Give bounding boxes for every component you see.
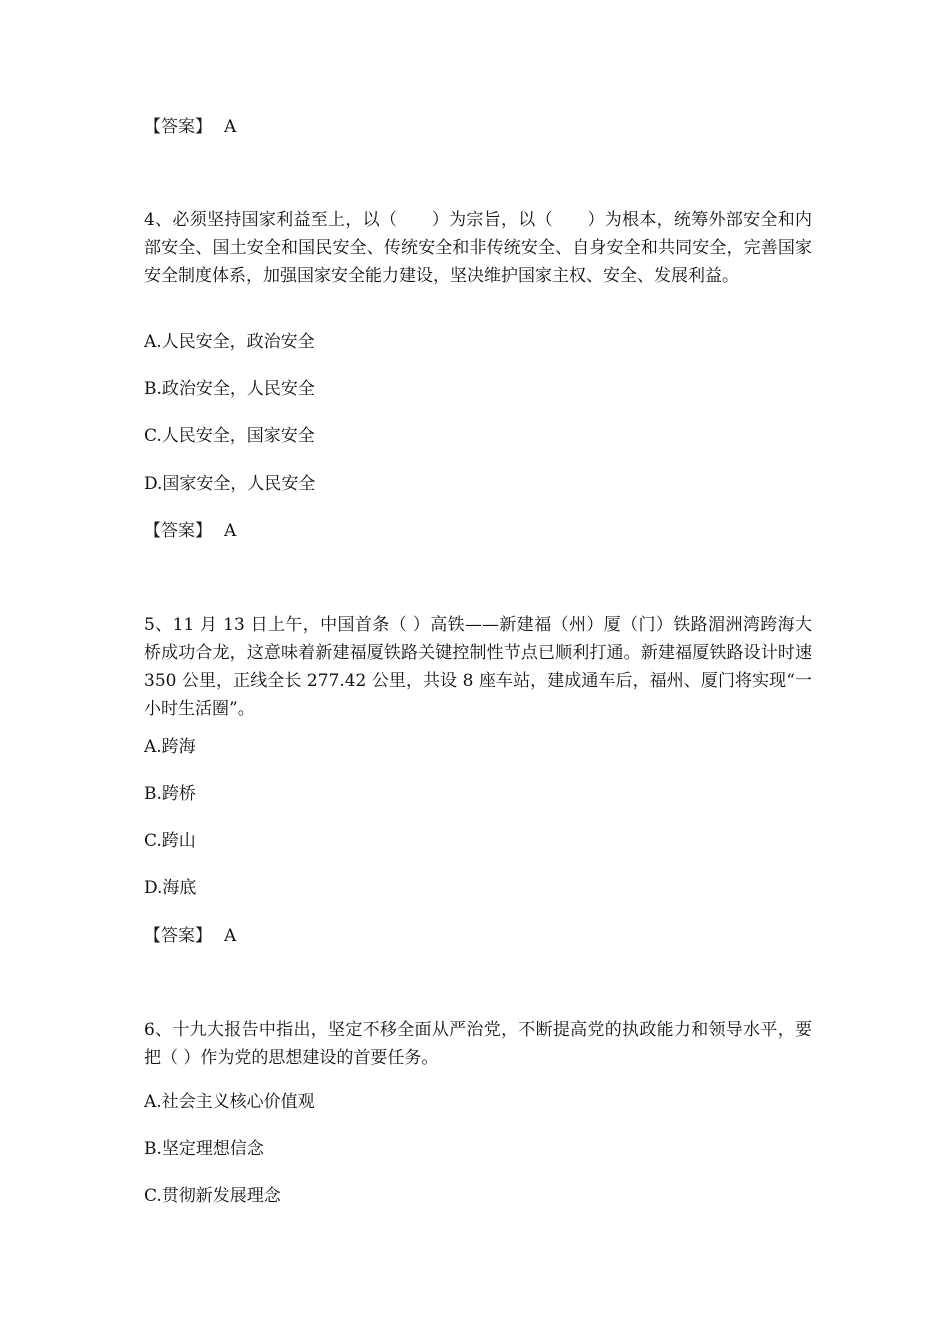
question-5-option-d: D.海底	[144, 878, 197, 898]
question-4-option-a: A.人民安全，政治安全	[144, 332, 315, 352]
answer-value: A	[224, 521, 237, 541]
answer-line	[144, 518, 236, 544]
question-5-option-b: B.跨桥	[144, 784, 196, 804]
answer-label: 【答案】	[144, 521, 212, 541]
question-5-text: 5、11 月 13 日上午，中国首条（ ）高铁——新建福（州）厦（门）铁路湄洲湾跨海大桥成功合龙，这意味着新建福厦铁路关键控制性节点已顺利打通。新建福厦铁路设计时速 350 公里，正线全长 277.42 公里，共设 8 座车站，建成通车后，福州、厦门将实现“一小时生活圈”。	[144, 615, 812, 719]
question-6-text: 6、十九大报告中指出，坚定不移全面从严治党，不断提高党的执政能力和领导水平，要把（ ）作为党的思想建设的首要任务。	[144, 1020, 812, 1068]
answer-line	[144, 923, 236, 949]
question-6-option-b: B.坚定理想信念	[144, 1139, 264, 1159]
question-5-option-c: C.跨山	[144, 831, 196, 851]
question-4-option-d: D.国家安全，人民安全	[144, 474, 316, 494]
answer-value: A	[224, 117, 237, 137]
answer-label: 【答案】	[144, 117, 212, 137]
answer-label: 【答案】	[144, 926, 212, 946]
question-5-option-a: A.跨海	[144, 737, 196, 757]
question-4-option-b: B.政治安全，人民安全	[144, 379, 315, 399]
question-4-text: 4、必须坚持国家利益至上，以（ ）为宗旨，以（ ）为根本，统筹外部安全和内部安全、国土安全和国民安全、传统安全和非传统安全、自身安全和共同安全，完善国家安全制度体系，加强国家安全能力建设，坚决维护国家主权、安全、发展利益。	[144, 210, 812, 286]
answer-value: A	[224, 926, 237, 946]
question-6-option-a: A.社会主义核心价值观	[144, 1092, 315, 1112]
question-6-option-c: C.贯彻新发展理念	[144, 1186, 281, 1206]
answer-line	[144, 114, 236, 140]
question-4-option-c: C.人民安全，国家安全	[144, 426, 315, 446]
